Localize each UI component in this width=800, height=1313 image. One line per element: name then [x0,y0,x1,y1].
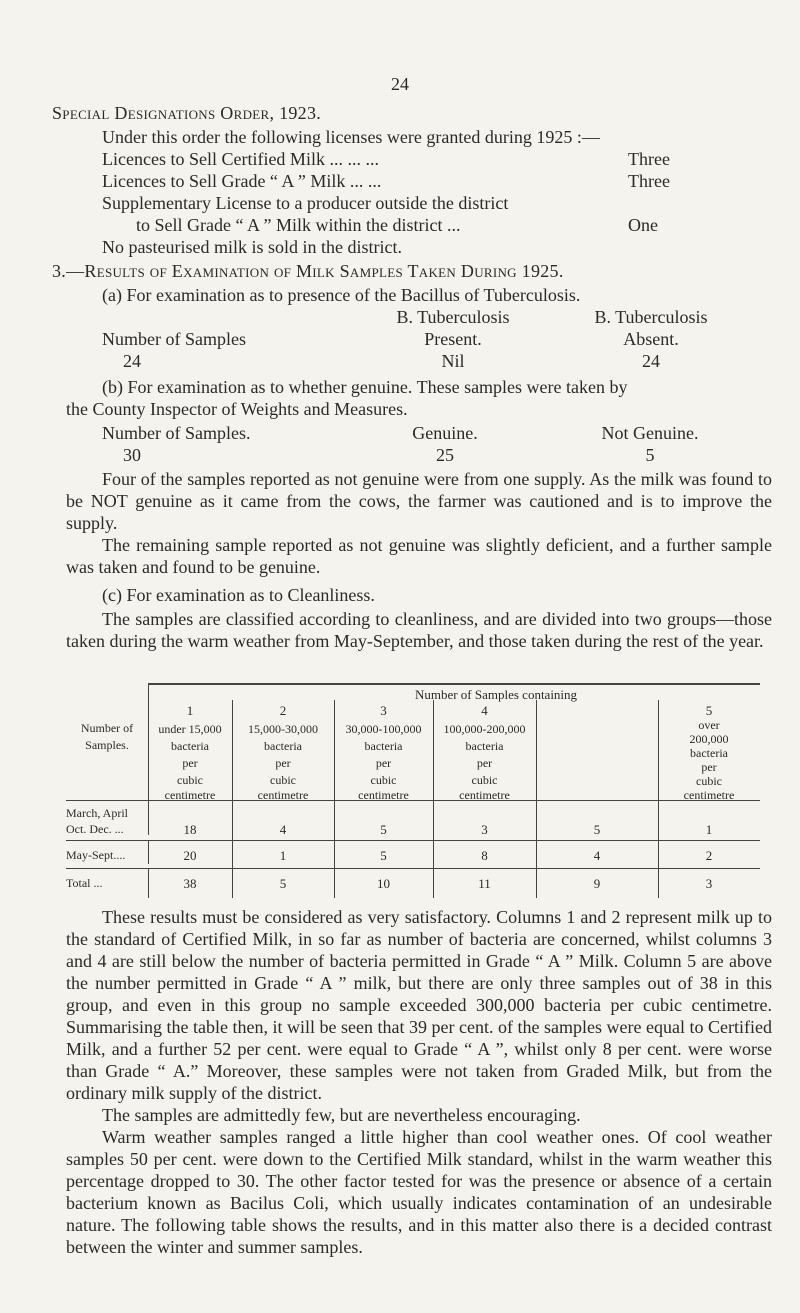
table-col-2-line-5: centimetre [257,788,309,802]
table-number-header-2: Samples. [85,738,129,752]
page-number: 24 [391,74,409,94]
section-b-paragraphs [66,468,772,578]
section-c-title: (c) For examination as to Cleanliness. [102,585,375,605]
conclusion-para-1: These results must be considered as very satisfactory. Columns 1 and 2 represent milk up to the standard of Certified Milk, in so far as number of bacteria are concerned, whilst columns 3 and 4 are still below the number of bacteria permitted in Grade “ A ” Milk. Column 5 are above the number permitted in Grade “ A ” milk, but there are only three samples out of 38 in this group, and even in this group no sample exceeded 300,000 bacteria per cubic centimetre. Summarising the table then, it will be seen that 39 per cent. of the samples were equal to Certified Milk, and a further 52 per cent. were equal to Grade “ A ”, whilst only 8 per cent. were worse than Grade “ A.” Moreover, these samples were not taken from Graded Milk, but from the ordinary milk supply of the district. [66,907,772,1103]
section-b-number: 30 [123,445,141,465]
table-col-5-line-4: per [701,760,717,774]
table-row-2-c1: 1 [279,848,287,863]
section-a-present-header: B. Tuberculosis [396,307,510,327]
table-row-2-c3: 8 [481,848,488,863]
section-b-number-header: Number of Samples. [102,423,251,443]
table-col-2-line-2: bacteria [264,739,302,753]
table-col-2-num: 2 [279,703,287,718]
table-col-5-line-5: cubic [696,774,722,788]
section-a-absent-subheader: Absent. [623,329,679,349]
table-row-1-c2: 5 [380,822,387,837]
table-col-1-line-2: bacteria [171,739,209,753]
section-b-para-2: The remaining sample reported as not genuine was slightly deficient, and a further sample was taken and found to be genuine. [66,535,772,577]
table-number-header-1: Number of [80,721,134,735]
section-a-number: 24 [123,351,141,371]
conclusion-para-2: The samples are admittedly few, but are nevertheless encouraging. [102,1105,581,1125]
licence-grade-a-value: Three [628,171,670,191]
table-col-3-line-5: centimetre [358,788,409,802]
licence-certified-label: Licences to Sell Certified Milk ... ... ... [102,149,379,169]
table-col-4-line-4: cubic [471,773,498,787]
supplementary-line-1: Supplementary License to a producer outside the district [102,193,509,213]
section-b-line-2: the County Inspector of Weights and Measures. [66,399,408,419]
table-row-2-label: May-Sept.... [66,848,126,862]
table-top-rule [148,683,760,685]
table-row-total-c5: 3 [705,876,713,891]
table-vrule-4 [536,700,537,898]
pasteurised-note: No pasteurised milk is sold in the district. [102,237,402,257]
table-col-5-line-6: centimetre [683,788,735,802]
section-a-present: Nil [441,351,465,371]
table-col-3-num: 3 [380,703,387,718]
table-row-rule-2 [66,868,760,869]
table-col-5-num: 5 [705,703,713,718]
conclusion-para-3: Warm weather samples ranged a little higher than cool weather ones. Of cool weather samples 50 per cent. were down to the Certified Milk standard, whilst in the warm weather this percentage dropped to 30. The other factor tested for was the presence or absence of a certain bacterium known as Bacilus Coli, which usually indicates contamination of an undesirable nature. The following table shows the results, and in this matter also there is a decided contrast between the winter and summer samples. [66,1127,772,1257]
section-a-present-subheader: Present. [424,329,482,349]
table-row-1-c5: 1 [705,822,713,837]
table-col-5-line-3: bacteria [690,746,728,760]
results-heading: 3.—Results of Examination of Milk Samples Taken During 1925. [52,261,564,281]
table-row-total-label: Total ... [66,876,103,890]
supplementary-line-2: to Sell Grade “ A ” Milk within the district ... [136,215,461,235]
section-a-number-header: Number of Samples [102,329,246,349]
table-row-total-c4: 9 [593,876,601,891]
table-col-2-line-4: cubic [270,773,296,787]
section-a-title: (a) For examination as to presence of the Bacillus of Tuberculosis. [102,285,581,305]
section-b-genuine: 25 [436,445,454,465]
section-b-para-1: Four of the samples reported as not genuine were from one supply. As the milk was found to be NOT genuine as it came from the cows, the farmer was cautioned and is to improve the supply. [66,469,772,533]
section-b-not-genuine-header: Not Genuine. [601,423,699,443]
table-row-1-c1: 4 [279,822,287,837]
special-designations-heading: Special Designations Order, 1923. [52,103,322,123]
table-row-1-c0: 18 [183,822,197,837]
table-col-1-line-3: per [182,756,198,770]
table-col-1-line-5: centimetre [164,788,216,802]
table-col-4-num: 4 [481,703,488,718]
special-designations-intro: Under this order the following licenses were granted during 1925 :— [102,127,600,147]
table-col-3-line-4: cubic [370,773,397,787]
table-row-rule-1 [66,840,760,841]
table-col-5-line-2: 200,000 [689,732,729,746]
section-b-genuine-header: Genuine. [412,423,478,443]
table-row-1-c3: 3 [481,822,488,837]
table-row-2-c2: 5 [380,848,387,863]
table-col-4-line-1: 100,000-200,000 [443,722,526,736]
table-col-3-line-2: bacteria [364,739,403,753]
table-col-4-line-5: centimetre [459,788,510,802]
table-row-2-c4: 4 [593,848,601,863]
table-row-total-c2: 10 [377,876,390,891]
table-col-1-num: 1 [186,703,194,718]
section-a-absent-header: B. Tuberculosis [594,307,708,327]
conclusion-paragraphs [66,906,772,1258]
supplementary-value: One [628,215,658,235]
table-col-1-line-4: cubic [177,773,203,787]
table-col-3-line-3: per [375,756,392,770]
section-b-line-1: (b) For examination as to whether genuine. These samples were taken by [102,377,628,397]
table-row-total-c3: 11 [478,876,491,891]
table-row-2-c5: 2 [705,848,713,863]
table-col-2-line-1: 15,000-30,000 [248,722,318,736]
table-col-1-line-1: under 15,000 [158,722,222,736]
table-col-5-line-1: over [698,718,720,732]
section-b-not-genuine: 5 [645,445,655,465]
table-row-2-c0: 20 [183,848,197,863]
table-row-1-label-2: Oct. Dec. ... [66,822,124,836]
table-row-total-c1: 5 [279,876,287,891]
table-col-3-line-1: 30,000-100,000 [345,722,422,736]
table-row-1-label-1: March, April [66,806,128,820]
table-group-header: Number of Samples containing [414,687,578,702]
section-c-para: The samples are classified according to cleanliness, and are divided into two groups—those taken during the warm weather from May-September, and those taken during the rest of the year. [66,609,772,651]
licence-certified-value: Three [628,149,670,169]
licence-grade-a-label: Licences to Sell Grade “ A ” Milk ... ... [102,171,382,191]
table-col-2-line-3: per [275,756,291,770]
table-row-total-c0: 38 [183,876,197,891]
table-col-4-line-3: per [476,756,493,770]
table-row-1-c4: 5 [593,822,601,837]
table-col-4-line-2: bacteria [465,739,504,753]
section-a-absent: 24 [642,351,660,371]
section-c-paragraph [66,608,772,652]
